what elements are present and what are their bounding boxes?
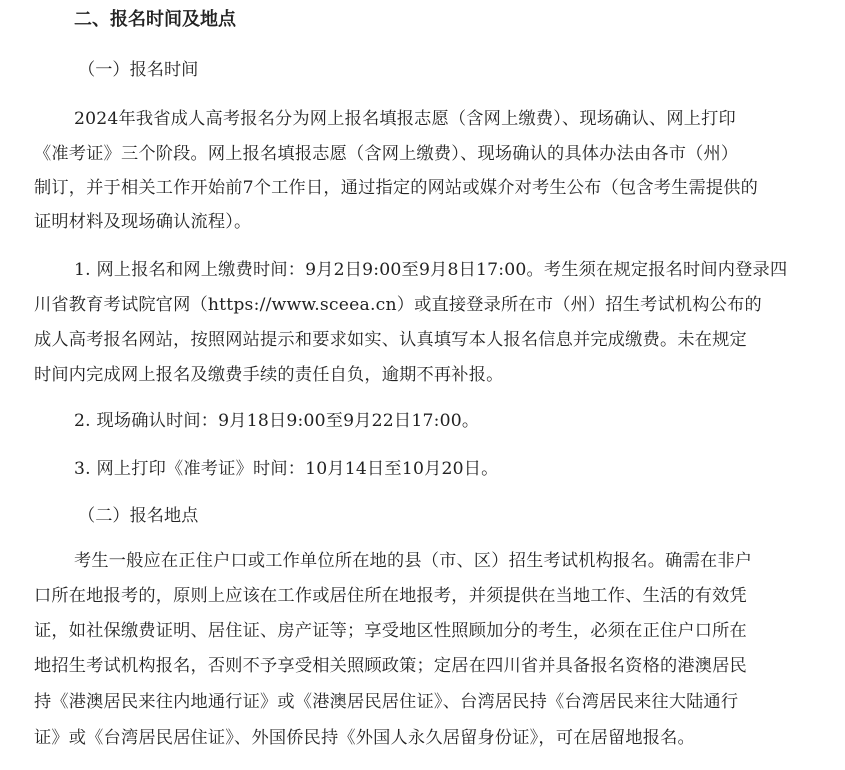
subsection-title-time: （一）报名时间 (78, 60, 199, 80)
text-line: 《准考证》三个阶段。网上报名填报志愿（含网上缴费）、现场确认的具体办法由各市（州） (34, 144, 739, 164)
text-line: 证，如社保缴费证明、居住证、房产证等；享受地区性照顾加分的考生，必须在正住户口所在 (34, 621, 747, 641)
text-line: 证》或《台湾居民居住证》、外国侨民持《外国人永久居留身份证》，可在居留地报名。 (34, 728, 695, 748)
text-line: 证明材料及现场确认流程）。 (34, 212, 252, 232)
text-line: 考生一般应在正住户口或工作单位所在地的县（市、区）招生考试机构报名。确需在非户 (74, 551, 753, 571)
item-print-admission-ticket: 3. 网上打印《准考证》时间：10月14日至10月20日。 (74, 459, 499, 479)
text-line: 持《港澳居民来往内地通行证》或《港澳居民居住证》、台湾居民持《台湾居民来往大陆通行 (34, 692, 739, 712)
section-title: 二、报名时间及地点 (74, 9, 236, 30)
text-line: 川省教育考试院官网（https://www.sceea.cn）或直接登录所在市（州）招生考试机构公布的 (34, 295, 762, 315)
item-onsite-confirmation: 2. 现场确认时间：9月18日9:00至9月22日17:00。 (74, 411, 480, 431)
text-line: 成人高考报名网站，按照网站提示和要求如实、认真填写本人报名信息并完成缴费。未在规定 (34, 330, 747, 350)
text-line: 2024年我省成人高考报名分为网上报名填报志愿（含网上缴费）、现场确认、网上打印 (74, 109, 736, 129)
text-line: 制订，并于相关工作开始前7个工作日，通过指定的网站或媒介对考生公布（包含考生需提供的 (34, 178, 759, 198)
text-line: 口所在地报考的，原则上应该在工作或居住所在地报考，并须提供在当地工作、生活的有效凭 (34, 586, 747, 606)
text-line: 1. 网上报名和网上缴费时间：9月2日9:00至9月8日17:00。考生须在规定报名时间内登录四 (74, 260, 788, 280)
text-line: 地招生考试机构报名，否则不予享受相关照顾政策；定居在四川省并具备报名资格的港澳居民 (34, 656, 747, 676)
subsection-title-location: （二）报名地点 (78, 506, 199, 526)
text-line: 时间内完成网上报名及缴费手续的责任自负，逾期不再补报。 (34, 365, 504, 385)
